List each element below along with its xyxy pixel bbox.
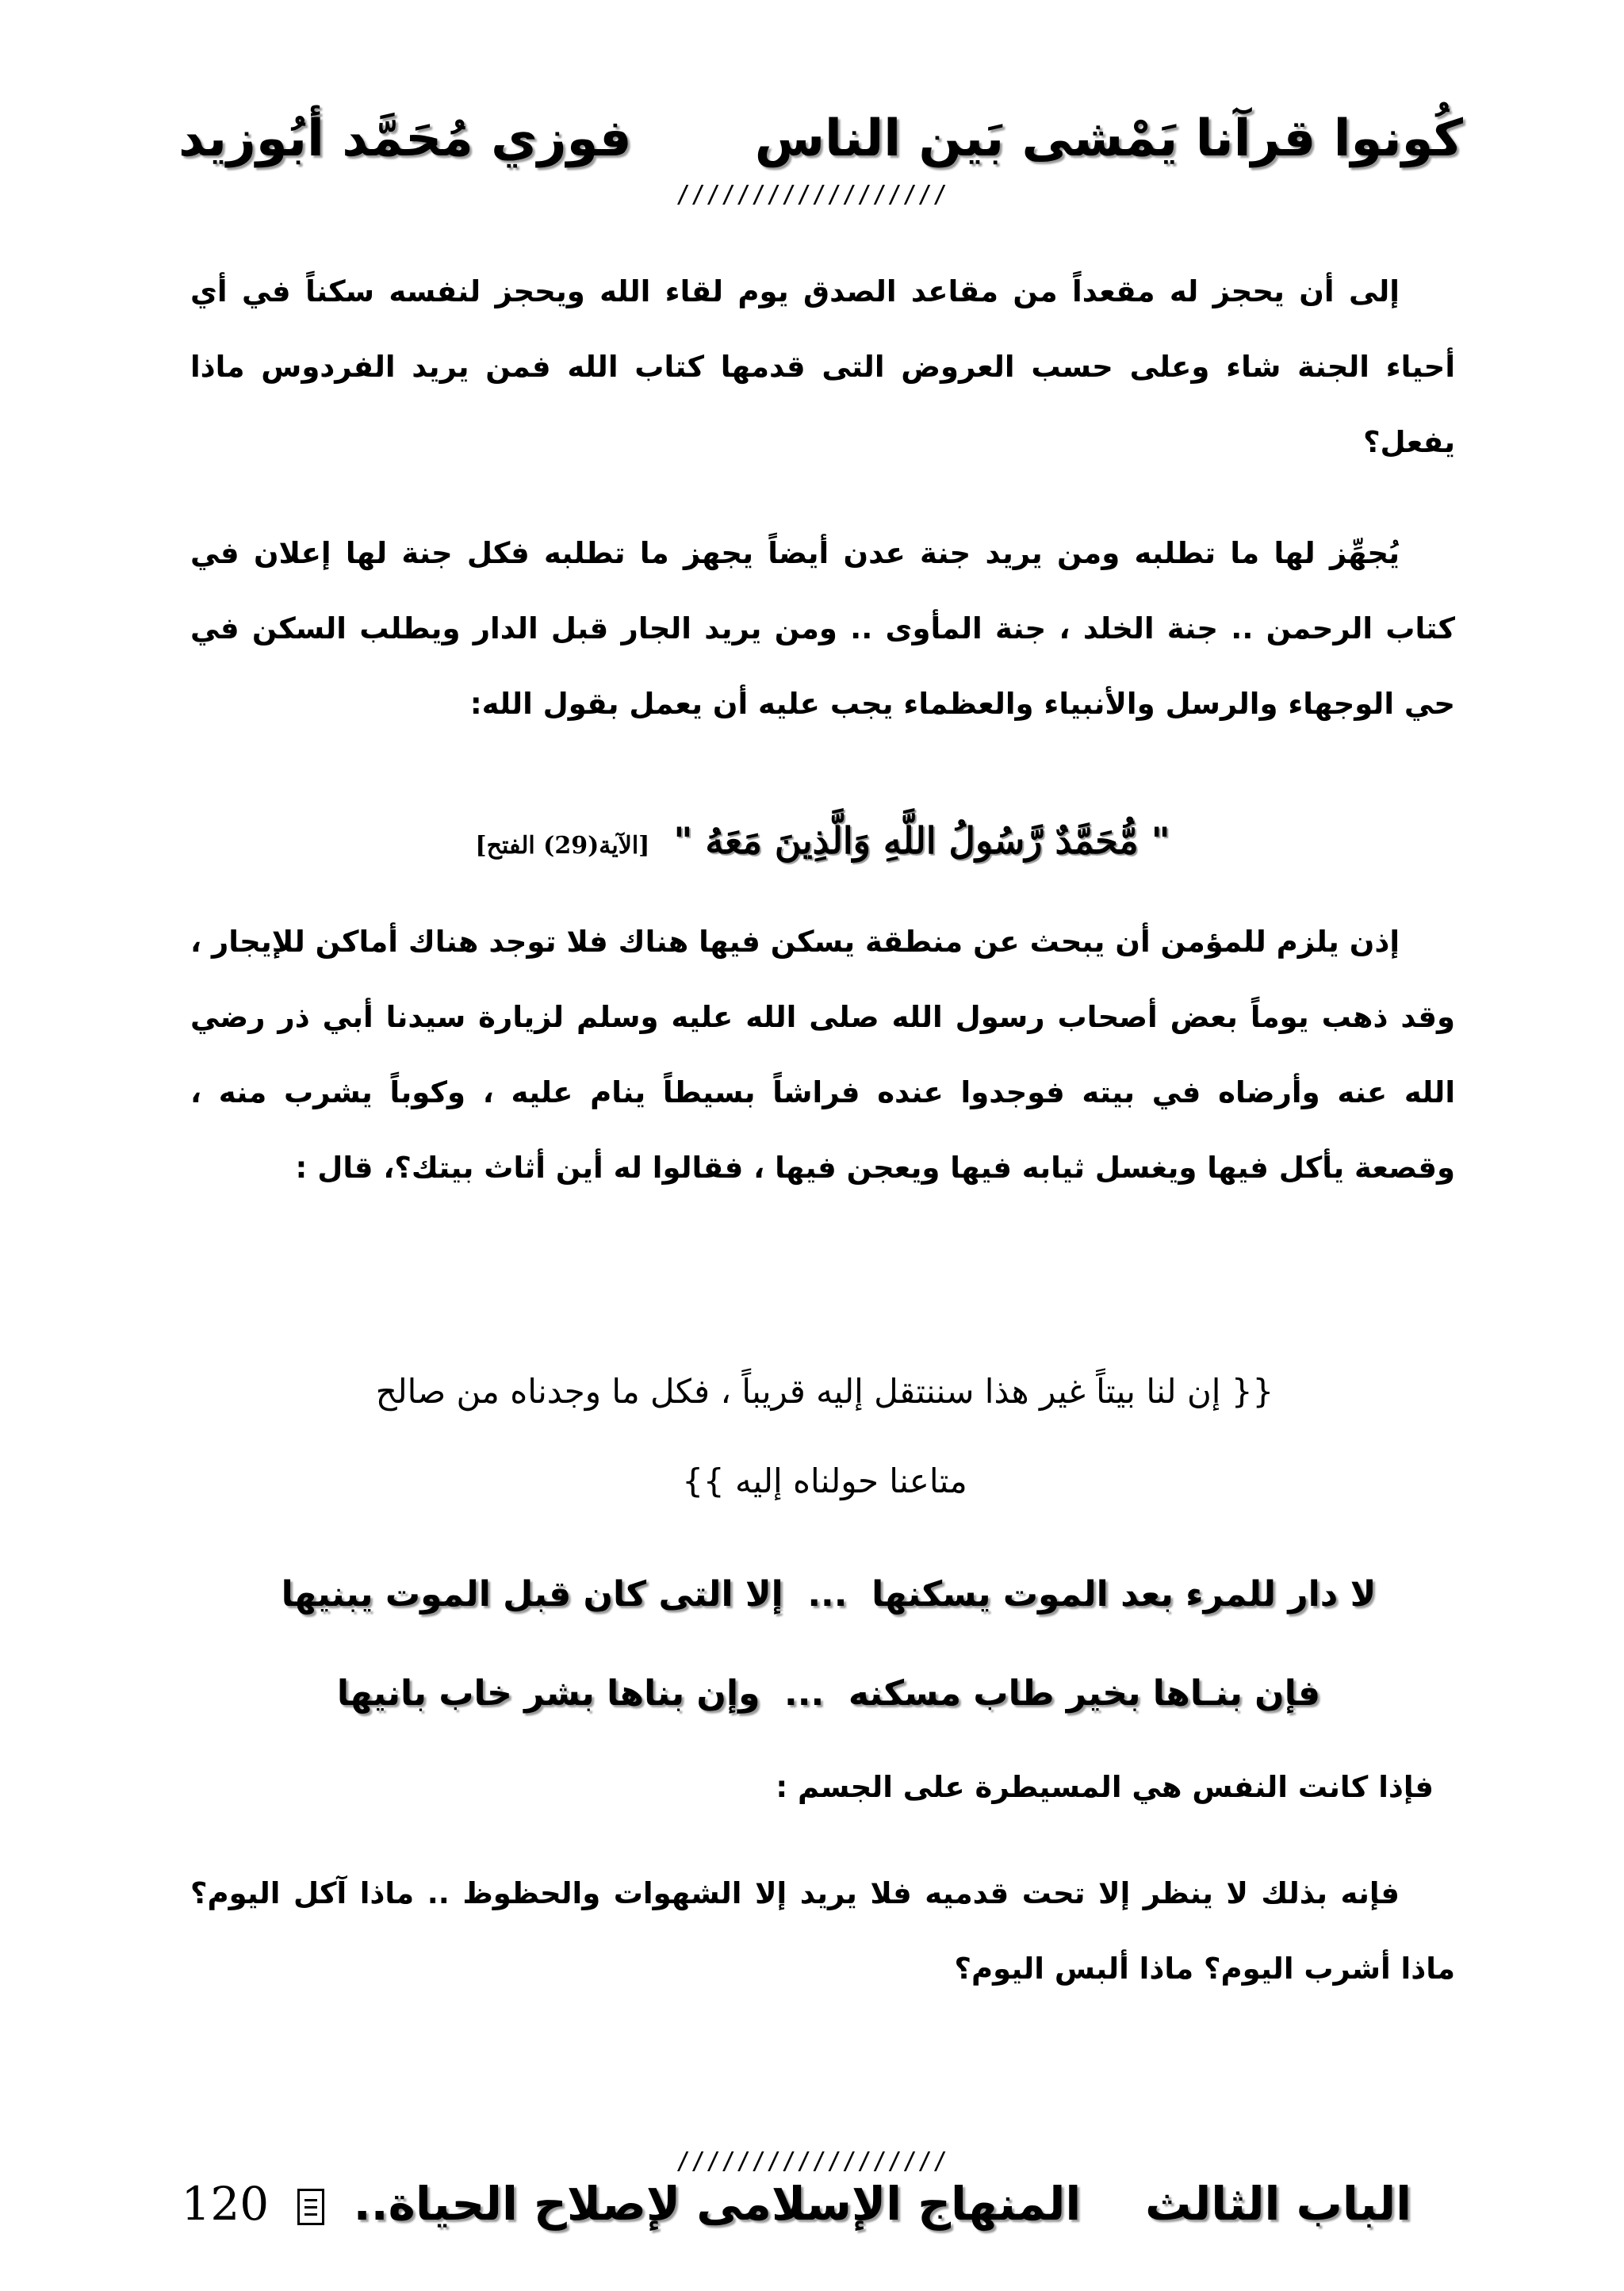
poem-verse-2: فإن بنـاها بخير طاب مسكنه ... وإن بناها بشر خاب بانيها — [336, 1673, 1321, 1714]
paragraph-4: فإنه بذلك لا ينظر إلا تحت قدميه فلا يريد إلا الشهوات والحظوظ .. ماذا آكل اليوم؟ ماذا أشرب اليوم؟ ماذا ألبس اليوم؟ — [190, 1876, 1455, 1986]
verse-text: " مُّحَمَّدٌ رَّسُولُ اللَّهِ وَالَّذِينَ مَعَهُ " — [673, 819, 1170, 862]
paragraph-2: يُجهِّز لها ما تطلبه ومن يريد جنة عدن أيضاً يجهز ما تطلبه فكل جنة لها إعلان في كتاب الرحمن .. جنة الخلد ، جنة المأوى .. ومن يريد الجار قبل الدار ويطلب السكن في حي الوجهاء والرسل والأنبياء والعظماء يجب عليه أن يعمل بقول الله: — [190, 536, 1455, 721]
bottom-separator: ////////////////// — [676, 2147, 948, 2175]
section-title: المنهاج الإسلامى لإصلاح الحياة.. — [353, 2177, 1082, 2231]
author-name: فوزي مُحَمَّد أبُوزيد — [178, 109, 632, 168]
verse-reference: [الآية(29) الفتح] — [475, 832, 650, 860]
poem-verse-1: لا دار للمرء بعد الموت يسكنها ... إلا التى كان قبل الموت يبنيها — [281, 1574, 1377, 1615]
page-footer — [181, 2177, 1411, 2231]
quote-line-1: {{ إن لنا بيتاً غير هذا سننتقل إليه قريباً ، فكل ما وجدناه من صالح — [375, 1372, 1274, 1411]
statement-line: فإذا كانت النفس هي المسيطرة على الجسم : — [776, 1770, 1434, 1804]
top-separator: ////////////////// — [676, 181, 948, 209]
paragraph-1: إلى أن يحجز له مقعداً من مقاعد الصدق يوم لقاء الله ويحجز لنفسه سكناً في أي أحياء الجنة شاء وعلى حسب العروض التى قدمها كتاب الله فمن يريد الفردوس ماذا يفعل؟ — [190, 274, 1455, 459]
book-title: كُونوا قرآنا يَمْشى بَين الناس — [754, 109, 1463, 168]
page-number: 120 — [181, 2177, 270, 2231]
quote-line-2: متاعنا حولناه إليه }} — [682, 1462, 967, 1500]
page-header — [178, 95, 1463, 182]
quran-verse — [190, 801, 1455, 886]
book-icon — [297, 2189, 324, 2225]
chapter-label: الباب الثالث — [1145, 2177, 1411, 2231]
paragraph-3: إذن يلزم للمؤمن أن يبحث عن منطقة يسكن فيها هناك فلا توجد هناك أماكن للإيجار ، وقد ذهب يوماً بعض أصحاب رسول الله صلى الله عليه وسلم لزيارة سيدنا أبي ذر رضي الله عنه وأرضاه في بيته فوجدوا عنده فراشاً بسيطاً ينام عليه ، وكوباً يشرب منه ، وقصعة يأكل فيها ويغسل ثيابه فيها ويعجن فيها ، فقالوا له أين أثاث بيتك؟، قال : — [190, 925, 1455, 1185]
